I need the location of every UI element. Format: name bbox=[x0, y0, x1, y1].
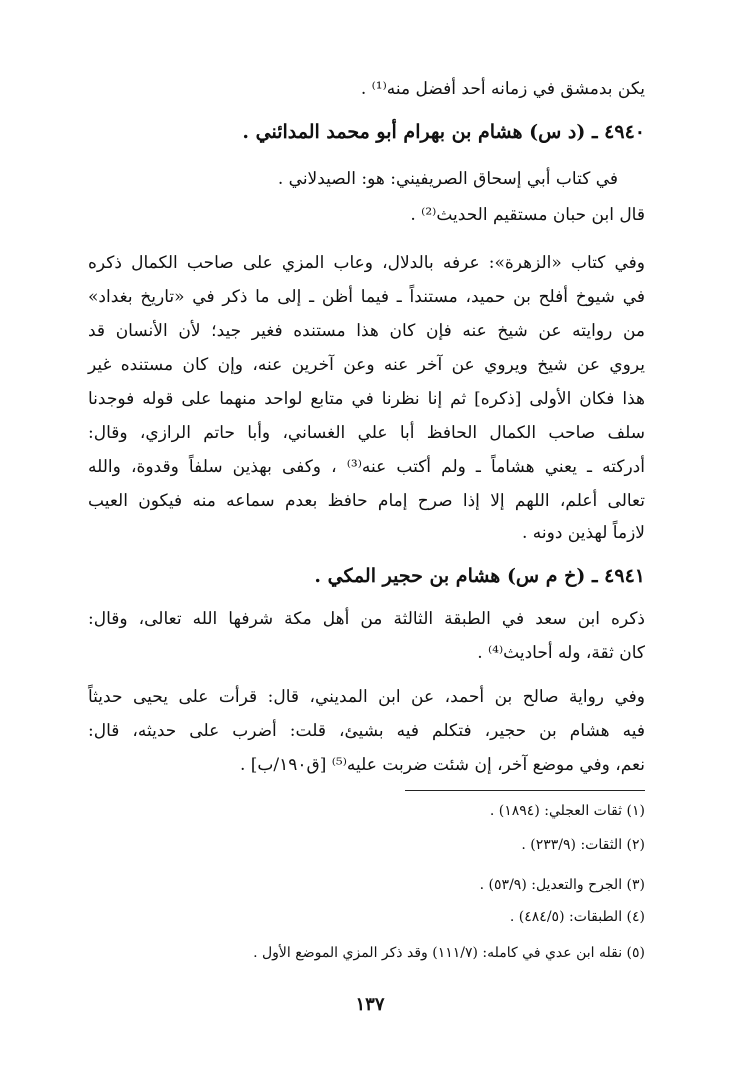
footnote: (٥) نقله ابن عدي في كامله: (١١١/٧) وقد ذكر المزي الموضع الأول . bbox=[253, 945, 645, 961]
text-line: قال ابن حبان مستقيم الحديث⁽²⁾ . bbox=[410, 205, 645, 225]
paragraph-line: كان ثقة، وله أحاديث⁽⁴⁾ . bbox=[477, 643, 645, 663]
footnote: (٤) الطبقات: (٤٨٤/٥) . bbox=[509, 909, 645, 925]
paragraph-line: فيه هشام بن حجير، فتكلم فيه بشيئ، قلت: أضرب على حديثه، قال: bbox=[88, 721, 645, 741]
paragraph-line: سلف صاحب الكمال الحافظ أبا علي الغساني، وأبا حاتم الرازي، وقال: bbox=[88, 423, 645, 443]
paragraph-line: يروي عن شيخ ويروي عن آخر عنه وعن آخرين عنه، وإن كان مستنده غير bbox=[88, 355, 645, 375]
paragraph-line: لازماً لهذين دونه . bbox=[521, 523, 645, 543]
paragraph-line: هذا فكان الأولى [ذكره] ثم إنا نظرنا في متابع لواحد منهما على قوله فوجدنا bbox=[88, 389, 645, 409]
paragraph-line: في شيوخ أفلح بن حميد، مستنداً ـ فيما أظن ـ إلى ما ذكر في «تاريخ بغداد» bbox=[88, 287, 645, 307]
footnote-divider bbox=[405, 790, 645, 791]
paragraph-line: نعم، وفي موضع آخر، إن شئت ضربت عليه⁽⁵⁾ [ق١٩٠/ب] . bbox=[239, 755, 645, 775]
entry-heading-4941: ٤٩٤١ ـ (خ م س) هشام بن حجير المكي . bbox=[314, 565, 645, 587]
paragraph-line: أدركته ـ يعني هشاماً ـ ولم أكتب عنه⁽³⁾ ، وكفى بهذين سلفاً وقدوة، والله bbox=[88, 457, 645, 477]
paragraph-line: وفي رواية صالح بن أحمد، عن ابن المديني، قال: قرأت على يحيى حديثاً bbox=[88, 687, 645, 707]
text-line: في كتاب أبي إسحاق الصريفيني: هو: الصيدلاني . bbox=[277, 169, 618, 189]
paragraph-line: تعالى أعلم، اللهم إلا إذا صرح إمام حافظ بعدم سماعه منه فيكون العيب bbox=[88, 491, 645, 511]
footnote: (٣) الجرح والتعديل: (٥٣/٩) . bbox=[479, 877, 645, 893]
footnote: (١) ثقات العجلي: (١٨٩٤) . bbox=[489, 803, 645, 819]
paragraph-line: من روايته عن شيخ عنه فإن كان هذا مستنده فغير جيد؛ لأن الأنسان قد bbox=[88, 321, 645, 341]
paragraph-line: ذكره ابن سعد في الطبقة الثالثة من أهل مكة شرفها الله تعالى، وقال: bbox=[88, 609, 645, 629]
entry-heading-4940: ٤٩٤٠ ـ (د س) هشام بن بهرام أبو محمد المدائني . bbox=[242, 121, 645, 143]
paragraph-line: وفي كتاب «الزهرة»: عرفه بالدلال، وعاب المزي على صاحب الكمال ذكره bbox=[88, 253, 645, 273]
page-number: ١٣٧ bbox=[355, 994, 385, 1015]
text-line: يكن بدمشق في زمانه أحد أفضل منه⁽¹⁾ . bbox=[360, 79, 645, 99]
footnote: (٢) الثقات: (٢٣٣/٩) . bbox=[521, 837, 645, 853]
